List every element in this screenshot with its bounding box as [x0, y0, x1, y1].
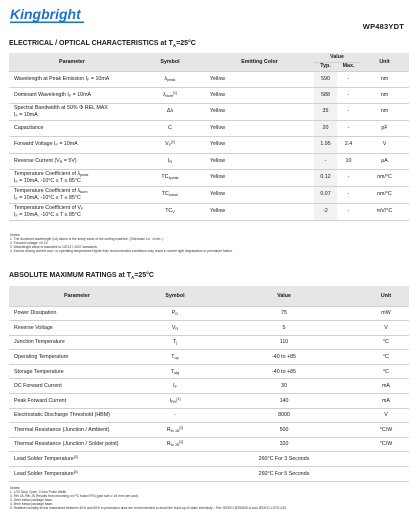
table-row: Thermal Resistance (Junction / Solder point) $R_{th JS}[2]$ 320 °C/W: [9, 437, 409, 452]
table-row: Operating Temperature $T_{op}$ -40 to +85 °C: [9, 350, 409, 365]
table-row: Storage Temperature $T_{stg}$ -40 to +85 °C: [9, 364, 409, 379]
eo-header-max: Max.: [337, 62, 360, 71]
table-row: Thermal Resistance (Junction / Ambient) $R_{th JA}[2]$ 500 °C/W: [9, 423, 409, 438]
eo-header-value: Value: [314, 53, 360, 62]
amr-header-parameter: Parameter: [9, 286, 145, 306]
eo-header-typ: Typ.: [314, 62, 337, 71]
table-row: Capacitance C Yellow 20 - pF: [9, 120, 409, 136]
eo-section-title: ELECTRICAL / OPTICAL CHARACTERISTICS at $T_A=25^\circ C$: [9, 40, 196, 48]
table-row: Lead Solder Temperature[3] 260°C For 3 Seconds: [9, 452, 409, 467]
table-row: Electrostatic Discharge Threshold (HBM) - 8000 V: [9, 408, 409, 423]
logo-wordmark: [10, 4, 88, 26]
eo-header-unit: Unit: [360, 53, 409, 71]
amr-header-value: Value: [205, 286, 363, 306]
table-row: Spectral Bandwidth at 50% Φ REL MAX $I_F = 10mA$ Δλ Yellow 35 - nm: [9, 103, 409, 120]
eo-notes: Notes: 1. The dominant wavelength (λd) above is the setup value of the sorting machine. (Tolerance λd : ±1nm. ) 2. Forward voltage: ±0.1V. 3. Wavelength value is traceable to CIE127-2007 standards. 4. Excess driving current and / or operating temperature higher than recommended conditions may result in severe light degradation or premature failure.: [10, 233, 234, 254]
table-row: Temperature Coefficient of $V_F$ $I_F = 10mA$, -10°C ≤ T ≤ 85°C $TC_V$ Yellow -2 - mV/°C: [9, 203, 409, 220]
page-header: [0, 0, 418, 36]
table-row: Dominant Wavelength $I_F = 10mA$ $\lambda_{dom}[1]$ Yellow 588 - nm: [9, 87, 409, 103]
svg-text:Kingbright: Kingbright: [10, 6, 81, 22]
table-row: Lead Solder Temperature[4] 260°C For 5 Seconds: [9, 467, 409, 482]
amr-notes: Notes: 1. 1/10 Duty Cycle, 0.1ms Pulse Width. 2. Rth JA ,Rth JS Results from mounting on PC board FR4 (pad size ≥ 16 mm² per pad). 3. 2mm below package base. 4. 5mm below package base. 5. Relative humidity levels maintained between 40% and 60% in production area are recommended to avoid the build-up of static electricity – Ref JEDEC/JESD625-A and JEDEC/J-STD-033.: [10, 486, 287, 511]
part-number: WP483YDT: [362, 22, 404, 31]
table-row: Temperature Coefficient of $\lambda_{dom}$ $I_F = 10mA$, -10°C ≤ T ≤ 85°C $TC_{\lambda dom}$ Yellow 0.07 - nm/°C: [9, 186, 409, 203]
table-row: Temperature Coefficient of $\lambda_{peak}$ $I_F = 10mA$, -10°C ≤ T ≤ 85°C $TC_{\lambda peak}$ Yellow 0.12 - nm/°C: [9, 169, 409, 186]
eo-table: [9, 53, 409, 221]
table-row: Junction Temperature $T_j$ 110 °C: [9, 335, 409, 350]
table-row: Power Dissipation $P_D$ 75 mW: [9, 306, 409, 321]
amr-table: [9, 286, 409, 482]
amr-header-symbol: Symbol: [145, 286, 205, 306]
table-row: Reverse Current $(V_R = 5V)$ $I_R$ Yellow - 10 μA: [9, 153, 409, 169]
kingbright-logo: [10, 4, 88, 26]
eo-header-emitting-color: Emitting Color: [205, 53, 314, 71]
table-row: Reverse Voltage $V_R$ 5 V: [9, 321, 409, 336]
table-row: Wavelength at Peak Emission $I_F = 10mA$ $\lambda_{peak}$ Yellow 590 - nm: [9, 71, 409, 87]
amr-header-unit: Unit: [363, 286, 409, 306]
eo-header-parameter: Parameter: [9, 53, 135, 71]
table-row: Peak Forward Current $I_{FM}[1]$ 140 mA: [9, 394, 409, 409]
eo-header-symbol: Symbol: [135, 53, 205, 71]
table-row: Forward Voltage $I_F = 10mA$ $V_F[2]$ Yellow 1.95 2.4 V: [9, 136, 409, 153]
amr-section-title: ABSOLUTE MAXIMUM RATINGS at $T_A=25^\circ C$: [9, 272, 154, 280]
table-row: DC Forward Current $I_F$ 30 mA: [9, 379, 409, 394]
